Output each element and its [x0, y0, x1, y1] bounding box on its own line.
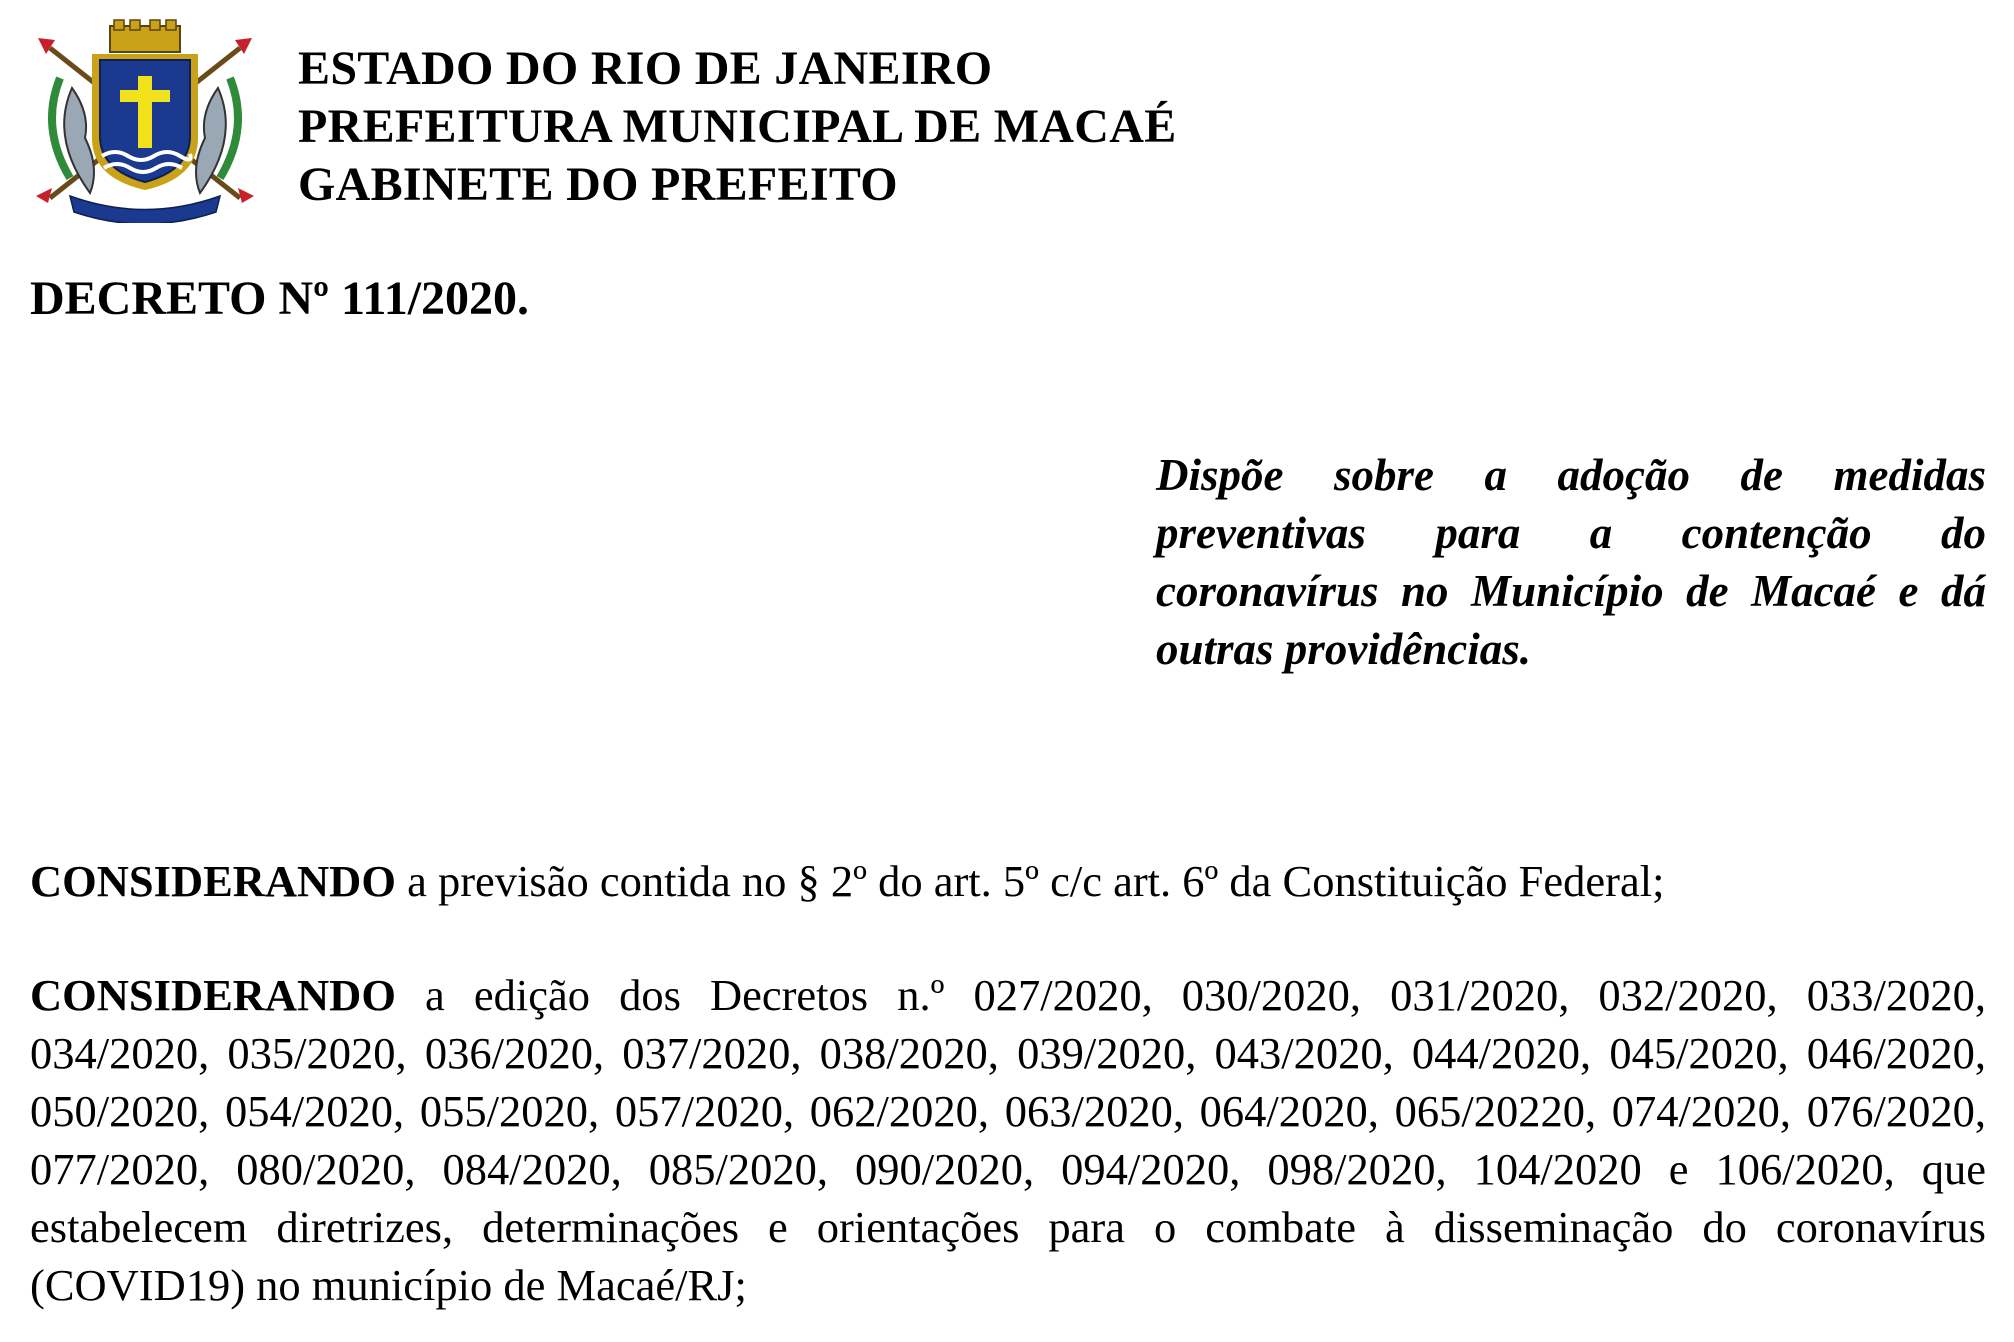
letterhead: [298, 40, 1177, 214]
considerando-lead: CONSIDERANDO: [30, 856, 396, 906]
considerando-paragraph-2: [30, 966, 1986, 1314]
considerando-lead: CONSIDERANDO: [30, 970, 396, 1020]
decree-ementa: Dispõe sobre a adoção de medidas preventivas para a contenção do coronavírus no Município de Macaé e dá outras providências.: [1156, 450, 1986, 674]
considerando-text: a edição dos Decretos n.º 027/2020, 030/2020, 031/2020, 032/2020, 033/2020, 034/2020, 035/2020, 036/2020, 037/2020, 038/2020, 039/2020, 043/2020, 044/2020, 045/2020, 046/2020, 050/2020, 054/2020, 055/2020, 057/2020, 062/2020, 063/2020, 064/2020, 065/20220, 074/2020, 076/2020, 077/2020, 080/2020, 084/2020, 085/2020, 090/2020, 094/2020, 098/2020, 104/2020 e 106/2020, que estabelecem diretrizes, determinações e orientações para o combate à disseminação do coronavírus (COVID19) no município de Macaé/RJ;: [30, 970, 1986, 1310]
letterhead-cabinet: GABINETE DO PREFEITO: [298, 158, 898, 211]
letterhead-state: ESTADO DO RIO DE JANEIRO: [298, 42, 993, 95]
decree-title: DECRETO Nº 111/2020.: [30, 272, 530, 325]
considerando-text: a previsão contida no § 2º do art. 5º c/c art. 6º da Constituição Federal;: [395, 856, 1665, 906]
letterhead-prefecture: PREFEITURA MUNICIPAL DE MACAÉ: [298, 100, 1177, 153]
considerando-paragraph-1: [30, 852, 1986, 910]
macae-coat-of-arms-icon: [30, 18, 260, 223]
